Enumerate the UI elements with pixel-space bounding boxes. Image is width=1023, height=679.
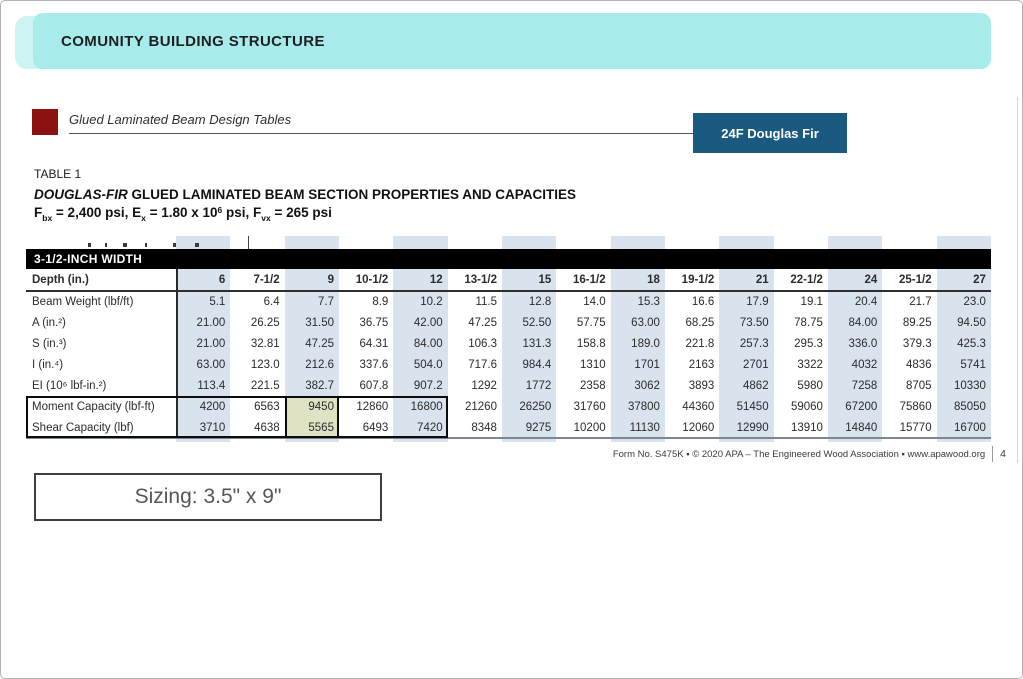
footer-divider — [992, 446, 993, 462]
table-cell: 52.50 — [522, 316, 552, 329]
design-properties-line: $F_{bx} = 2,400$ psi, $E_x = 1.80$ x $10^6$ psi, $F_{vx} = 265$ psi — [34, 205, 332, 223]
table-cell: 14840 — [845, 421, 878, 434]
table-cell: 31.50 — [305, 316, 334, 329]
table-cell: 68.25 — [685, 316, 715, 329]
table-reference: TABLE 1 — [34, 167, 82, 181]
clipped-row-fragment — [145, 243, 147, 247]
beam-table-grid — [26, 269, 991, 438]
depth-header-value: 6 — [218, 274, 226, 286]
table-cell: 8705 — [906, 379, 932, 392]
depth-header-value: 13-1/2 — [464, 274, 497, 286]
table-cell: 84.00 — [413, 337, 443, 350]
table-cell: 51450 — [736, 400, 769, 413]
table-cell: 337.6 — [359, 358, 389, 371]
table-cell: 382.7 — [305, 379, 334, 392]
table-cell: 15.3 — [637, 295, 660, 308]
section-rule-line — [69, 133, 695, 134]
table-cell: 113.4 — [197, 379, 226, 392]
table-cell: 12860 — [356, 400, 389, 413]
table-cell: 26250 — [519, 400, 552, 413]
row-label: Moment Capacity (lbf-ft) — [32, 400, 155, 413]
clipped-row-fragment — [195, 243, 199, 247]
table-cell: 75860 — [899, 400, 932, 413]
table-cell: 16800 — [410, 400, 443, 413]
header-underline — [26, 290, 991, 292]
table-cell: 8.9 — [372, 295, 389, 308]
depth-header-label: Depth (in.) — [32, 274, 89, 286]
title-banner — [33, 13, 991, 69]
depth-header-value: 25-1/2 — [898, 274, 932, 286]
table-cell: 13910 — [790, 421, 823, 434]
table-cell: 47.25 — [305, 337, 334, 350]
table-cell: 4862 — [743, 379, 769, 392]
document-footer — [613, 443, 1006, 465]
width-band — [26, 249, 991, 269]
footer-text: Form No. S475K ▪ © 2020 APA – The Engineered Wood Association ▪ www.apawood.org — [612, 448, 986, 460]
width-band-label: 3-1/2-INCH WIDTH — [34, 252, 143, 266]
beam-table — [26, 236, 991, 446]
table-cell: 4032 — [851, 358, 878, 371]
row-label: Shear Capacity (lbf) — [32, 421, 134, 434]
table-cell: 717.6 — [468, 358, 497, 371]
table-cell: 94.50 — [957, 316, 986, 329]
material-badge-label: 24F Douglas Fir — [721, 125, 819, 141]
table-cell: 7.7 — [317, 295, 334, 308]
table-cell: 295.3 — [794, 337, 823, 350]
table-cell: 6.4 — [263, 295, 280, 308]
table-title-rest: GLUED LAMINATED BEAM SECTION PROPERTIES AND CAPACITIES — [127, 187, 577, 202]
table-cell: 84.00 — [848, 316, 878, 329]
row-label: A (in.²) — [32, 316, 66, 329]
depth-header-value: 27 — [973, 274, 986, 286]
depth-header-value: 12 — [429, 274, 443, 286]
depth-header-value: 21 — [755, 274, 769, 286]
table-cell: 21.00 — [196, 316, 226, 329]
table-cell: 63.00 — [196, 358, 226, 371]
table-cell: 20.4 — [854, 295, 878, 308]
table-cell: 106.3 — [468, 337, 497, 350]
table-cell: 10330 — [953, 379, 986, 392]
table-cell: 63.00 — [631, 316, 660, 329]
sizing-box[interactable] — [34, 473, 382, 521]
table-cell: 42.00 — [413, 316, 443, 329]
table-cell: 1772 — [525, 379, 552, 392]
row-label: EI (10⁶ lbf-in.²) — [32, 379, 107, 392]
table-cell: 221.5 — [250, 379, 280, 392]
table-cell: 221.8 — [685, 337, 715, 350]
table-cell: 3062 — [634, 379, 660, 392]
clipped-row-fragment — [105, 243, 107, 247]
table-title — [34, 187, 576, 202]
table-cell: 1310 — [580, 358, 606, 371]
table-cell: 31760 — [573, 400, 606, 413]
row-label: S (in.³) — [32, 337, 67, 350]
table-cell: 9275 — [525, 421, 552, 434]
table-cell: 3710 — [199, 421, 226, 434]
table-cell: 984.4 — [522, 358, 552, 371]
table-cell: 19.1 — [800, 295, 823, 308]
table-cell: 425.3 — [957, 337, 986, 350]
table-cell: 59060 — [790, 400, 823, 413]
page-edge-line — [1017, 97, 1018, 463]
table-title-italic: DOUGLAS-FIR — [34, 187, 128, 202]
table-cell: 8348 — [471, 421, 497, 434]
table-cell: 6493 — [362, 421, 389, 434]
table-cell: 4836 — [906, 358, 932, 371]
table-cell: 6563 — [254, 400, 280, 413]
table-cell: 336.0 — [848, 337, 878, 350]
table-cell: 2358 — [580, 379, 606, 392]
table-cell: 158.8 — [576, 337, 606, 350]
table-cell: 21.00 — [196, 337, 226, 350]
table-cell: 1701 — [634, 358, 660, 371]
depth-header-value: 24 — [864, 274, 878, 286]
table-cell: 5741 — [960, 358, 986, 371]
table-cell: 907.2 — [413, 379, 443, 392]
depth-header-value: 16-1/2 — [573, 274, 606, 286]
depth-header-value: 10-1/2 — [355, 274, 389, 286]
table-cell: 5980 — [797, 379, 823, 392]
clipped-row-fragment — [123, 243, 127, 247]
table-cell: 11130 — [629, 421, 660, 434]
depth-header-value: 19-1/2 — [681, 274, 715, 286]
table-cell: 504.0 — [413, 358, 443, 371]
table-cell: 64.31 — [359, 337, 389, 350]
table-cell: 189.0 — [631, 337, 660, 350]
page-title: COMUNITY BUILDING STRUCTURE — [61, 32, 325, 50]
row-label: I (in.⁴) — [32, 358, 64, 371]
table-cell: 16.6 — [691, 295, 715, 308]
clipped-row-fragment — [173, 243, 176, 247]
table-cell: 12060 — [682, 421, 715, 434]
table-cell: 32.81 — [250, 337, 280, 350]
table-cell: 15770 — [899, 421, 932, 434]
table-cell: 17.9 — [746, 295, 769, 308]
table-cell: 36.75 — [359, 316, 389, 329]
table-cell: 607.8 — [359, 379, 389, 392]
table-cell: 78.75 — [794, 316, 823, 329]
row-label: Beam Weight (lbf/ft) — [32, 295, 134, 308]
clipped-row-fragment — [88, 243, 91, 247]
table-cell: 85050 — [953, 400, 986, 413]
table-cell: 47.25 — [468, 316, 497, 329]
table-cell: 3322 — [797, 358, 823, 371]
table-cell: 12.8 — [528, 295, 552, 308]
page-number: 4 — [1000, 448, 1006, 460]
table-cell: 12990 — [736, 421, 769, 434]
table-cell: 57.75 — [576, 316, 606, 329]
depth-header-value: 18 — [647, 274, 660, 286]
table-cell: 21.7 — [909, 295, 932, 308]
section-marker-square — [32, 109, 58, 135]
table-cell: 5.1 — [209, 295, 226, 308]
table-cell: 26.25 — [250, 316, 280, 329]
table-cell: 131.3 — [522, 337, 552, 350]
table-cell: 257.3 — [739, 337, 769, 350]
table-cell: 16700 — [953, 421, 986, 434]
table-cell: 4638 — [254, 421, 280, 434]
table-cell: 2701 — [743, 358, 769, 371]
table-cell: 89.25 — [902, 316, 932, 329]
table-cell: 73.50 — [739, 316, 769, 329]
clipped-row-divider — [248, 236, 249, 249]
table-cell: 2163 — [688, 358, 715, 371]
table-cell: 7258 — [851, 379, 878, 392]
depth-header-value: 15 — [538, 274, 552, 286]
table-cell: 67200 — [845, 400, 878, 413]
depth-header-value: 22-1/2 — [790, 274, 823, 286]
label-column-divider — [176, 269, 178, 438]
table-cell: 37800 — [627, 400, 660, 413]
table-cell: 3893 — [688, 379, 715, 392]
table-cell: 379.3 — [902, 337, 932, 350]
sizing-label: Sizing: 3.5" x 9" — [134, 485, 282, 508]
table-cell: 123.0 — [250, 358, 280, 371]
table-cell: 10200 — [573, 421, 606, 434]
material-badge-button[interactable] — [693, 113, 847, 153]
table-cell: 11.5 — [475, 295, 497, 308]
table-cell: 23.0 — [963, 295, 986, 308]
table-cell: 1292 — [471, 379, 497, 392]
table-cell: 5565 — [308, 421, 334, 434]
table-cell: 44360 — [682, 400, 715, 413]
depth-header-value: 7-1/2 — [253, 274, 280, 286]
table-cell: 4200 — [199, 400, 226, 413]
table-cell: 9450 — [308, 400, 334, 413]
table-cell: 14.0 — [583, 295, 606, 308]
table-cell: 7420 — [417, 421, 443, 434]
section-subtitle: Glued Laminated Beam Design Tables — [69, 112, 292, 127]
depth-header-value: 9 — [327, 274, 334, 286]
table-cell: 21260 — [464, 400, 497, 413]
table-cell: 212.6 — [305, 358, 334, 371]
table-cell: 10.2 — [420, 295, 443, 308]
